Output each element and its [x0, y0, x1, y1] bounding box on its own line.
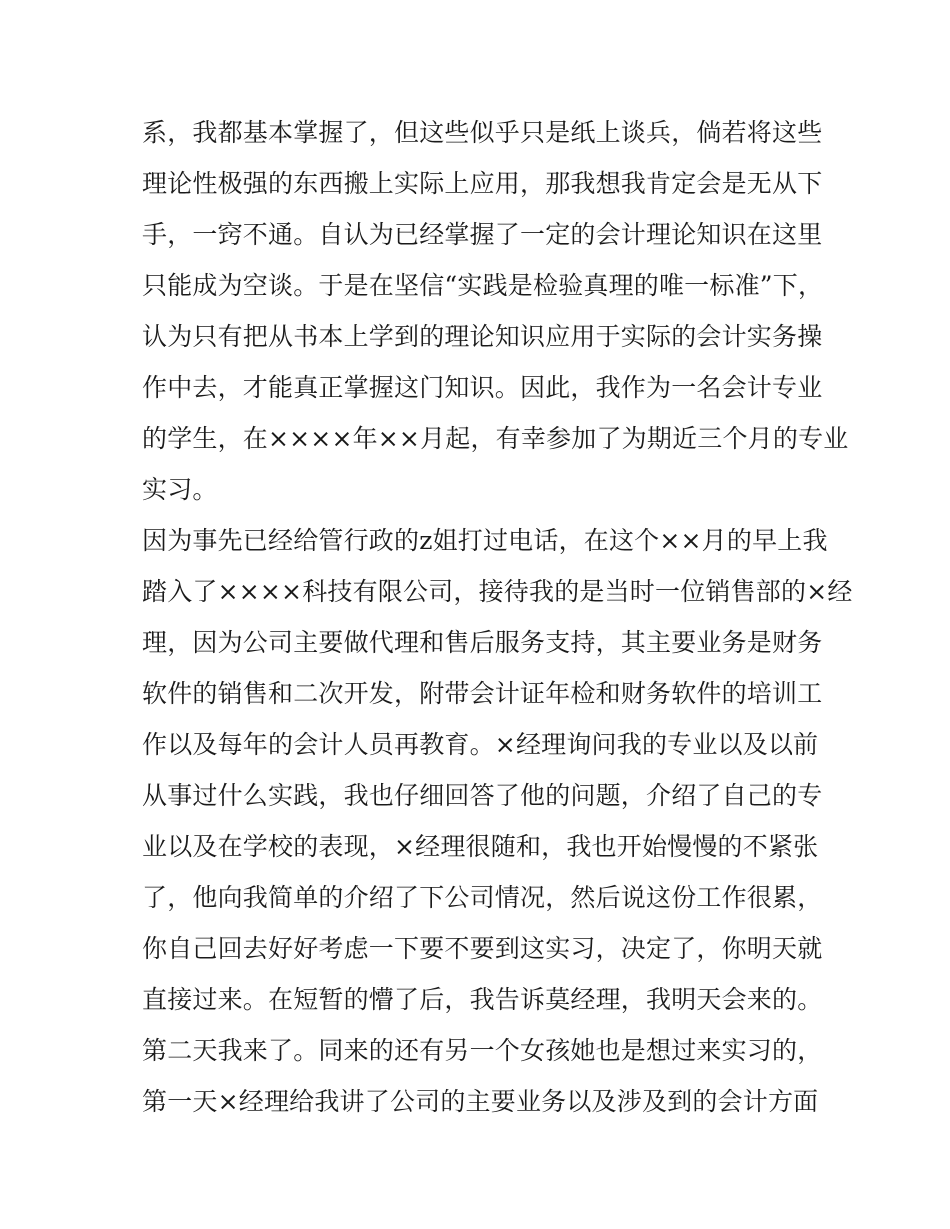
text-line: 从事过什么实践，我也仔细回答了他的问题，介绍了自己的专	[142, 781, 823, 810]
text-line: 理论性极强的东西搬上实际上应用，那我想我肯定会是无从下	[142, 169, 823, 198]
text-line: 软件的销售和二次开发，附带会计证年检和财务软件的培训工	[142, 679, 823, 708]
text-line: 的学生，在××××年××月起，有幸参加了为期近三个月的专业	[142, 424, 849, 453]
text-line: 第一天×经理给我讲了公司的主要业务以及涉及到的会计方面	[142, 1087, 819, 1116]
text-line: 实习。	[142, 475, 218, 504]
text-line: 作以及每年的会计人员再教育。×经理询问我的专业以及以前	[142, 730, 819, 759]
text-line: 踏入了××××科技有限公司，接待我的是当时一位销售部的×经	[142, 577, 853, 606]
text-line: 业以及在学校的表现，×经理很随和，我也开始慢慢的不紧张	[142, 832, 819, 861]
text-line: 直接过来。在短暂的懵了后，我告诉莫经理，我明天会来的。	[142, 985, 823, 1014]
text-line: 你自己回去好好考虑一下要不要到这实习，决定了，你明天就	[142, 934, 823, 963]
text-line: 作中去，才能真正掌握这门知识。因此，我作为一名会计专业	[142, 373, 823, 402]
text-line: 了，他向我简单的介绍了下公司情况，然后说这份工作很累，	[142, 883, 823, 912]
text-line: 认为只有把从书本上学到的理论知识应用于实际的会计实务操	[142, 322, 823, 351]
text-line: 第二天我来了。同来的还有另一个女孩她也是想过来实习的，	[142, 1036, 823, 1065]
text-line: 只能成为空谈。于是在坚信“实践是检验真理的唯一标准”下，	[142, 271, 824, 300]
body-text	[142, 107, 853, 1127]
text-line: 手，一窍不通。自认为已经掌握了一定的会计理论知识在这里	[142, 220, 823, 249]
text-line: 理，因为公司主要做代理和售后服务支持，其主要业务是财务	[142, 628, 823, 657]
text-line: 系，我都基本掌握了，但这些似乎只是纸上谈兵，倘若将这些	[142, 118, 823, 147]
text-line: 因为事先已经给管行政的z姐打过电话，在这个××月的早上我	[142, 526, 828, 555]
